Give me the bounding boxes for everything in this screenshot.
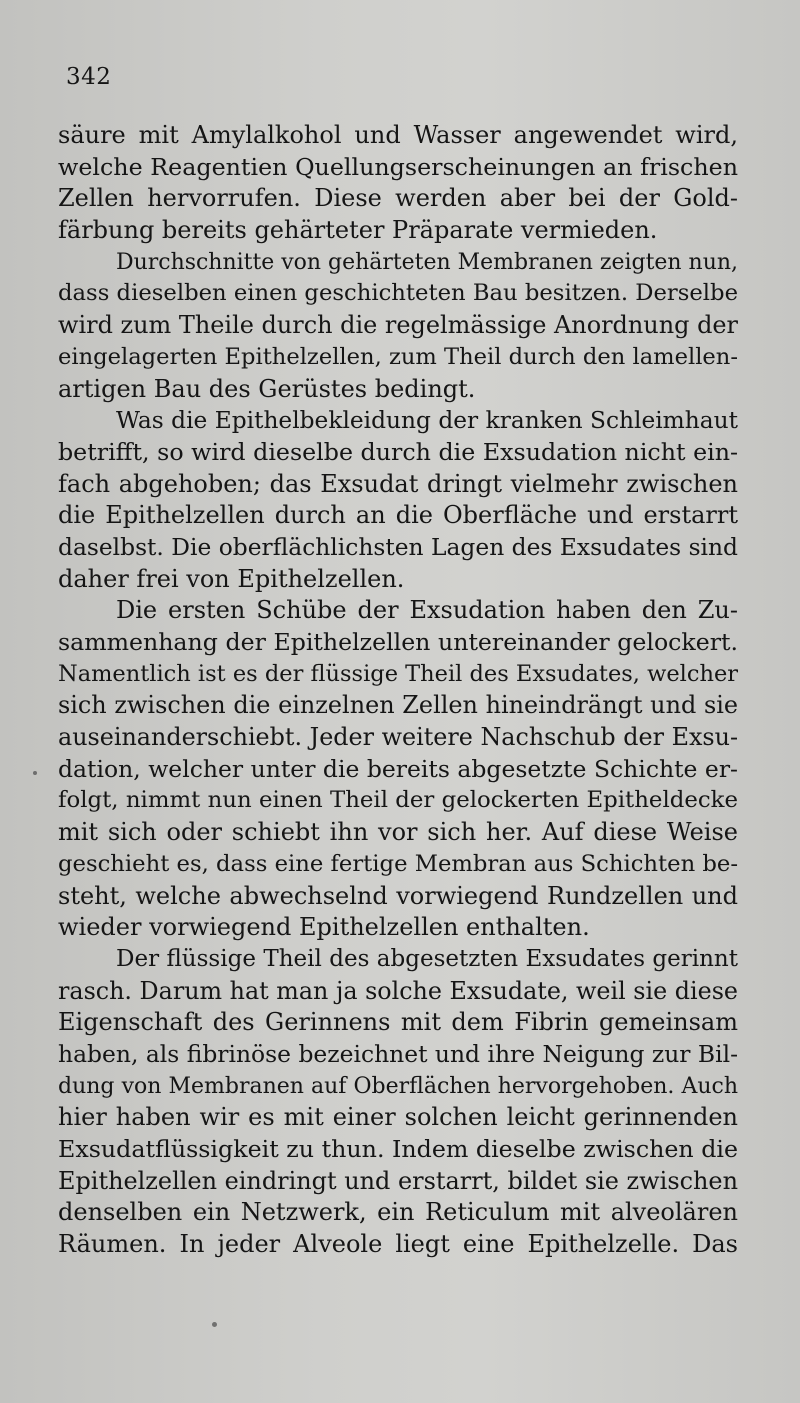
text-line: Zellen hervorrufen. Diese werden aber bei der Gold- bbox=[58, 184, 738, 213]
text-line: hier haben wir es mit einer solchen leicht gerinnenden bbox=[58, 1103, 738, 1132]
text-line: säure mit Amylalkohol und Wasser angewendet wird, bbox=[58, 121, 738, 149]
text-line: haben, als fibrinöse bezeichnet und ihre Neigung zur Bil- bbox=[58, 1039, 739, 1068]
text-line: betrifft, so wird dieselbe durch die Exsudation nicht ein- bbox=[58, 437, 738, 466]
text-line: Exsudatflüssigkeit zu thun. Indem dieselbe zwischen die bbox=[58, 1135, 739, 1163]
text-line: Die ersten Schübe der Exsudation haben den Zu- bbox=[116, 596, 738, 625]
text-line: Räumen. In jeder Alveole liegt eine Epithelzelle. Das bbox=[58, 1230, 738, 1259]
text-line: Durchschnitte von gehärteten Membranen zeigten nun, bbox=[116, 249, 738, 275]
text-line: steht, welche abwechselnd vorwiegend Rundzellen und bbox=[58, 881, 738, 910]
text-line: denselben ein Netzwerk, ein Reticulum mit alveolären bbox=[58, 1198, 738, 1227]
text-line: wieder vorwiegend Epithelzellen enthalten. bbox=[58, 913, 590, 942]
text-line: eingelagerten Epithelzellen, zum Theil durch den lamellen- bbox=[58, 343, 738, 370]
text-line: Was die Epithelbekleidung der kranken Schleimhaut bbox=[116, 407, 738, 435]
text-line: dung von Membranen auf Oberflächen hervorgehoben. Auch bbox=[58, 1073, 738, 1099]
text-line: Eigenschaft des Gerinnens mit dem Fibrin gemeinsam bbox=[58, 1008, 738, 1037]
text-line: daher frei von Epithelzellen. bbox=[58, 564, 405, 593]
text-line: die Epithelzellen durch an die Oberfläche und erstarrt bbox=[58, 501, 738, 530]
print-speck bbox=[33, 771, 37, 775]
page-number: 342 bbox=[66, 64, 112, 90]
text-line: rasch. Darum hat man ja solche Exsudate, weil sie diese bbox=[58, 976, 738, 1005]
body-text bbox=[58, 120, 738, 1261]
text-line: mit sich oder schiebt ihn vor sich her. Auf diese Weise bbox=[58, 818, 738, 847]
text-line: Epithelzellen eindringt und erstarrt, bildet sie zwischen bbox=[58, 1166, 739, 1195]
print-speck bbox=[212, 1322, 217, 1327]
text-line: Der flüssige Theil des abgesetzten Exsudates gerinnt bbox=[116, 945, 738, 972]
text-line: sich zwischen die einzelnen Zellen hineindrängt und sie bbox=[58, 691, 738, 720]
text-line: artigen Bau des Gerüstes bedingt. bbox=[58, 374, 476, 403]
text-line: Namentlich ist es der flüssige Theil des Exsudates, welcher bbox=[58, 660, 739, 687]
text-line: wird zum Theile durch die regelmässige Anordnung der bbox=[58, 311, 738, 340]
text-line: färbung bereits gehärteter Präparate vermieden. bbox=[58, 216, 658, 245]
text-line: auseinanderschiebt. Jeder weitere Nachschub der Exsu- bbox=[58, 723, 738, 752]
text-line: fach abgehoben; das Exsudat dringt vielmehr zwischen bbox=[58, 469, 738, 498]
text-line: geschieht es, dass eine fertige Membran aus Schichten be- bbox=[58, 850, 739, 877]
text-line: folgt, nimmt nun einen Theil der gelockerten Epitheldecke bbox=[58, 787, 738, 814]
text-line: sammenhang der Epithelzellen untereinander gelockert. bbox=[58, 628, 738, 656]
text-line: daselbst. Die oberflächlichsten Lagen des Exsudates sind bbox=[58, 532, 738, 561]
text-line: dation, welcher unter die bereits abgesetzte Schichte er- bbox=[58, 754, 738, 783]
text-line: welche Reagentien Quellungserscheinungen an frischen bbox=[58, 152, 738, 181]
text-line: dass dieselben einen geschichteten Bau besitzen. Derselbe bbox=[58, 280, 738, 307]
